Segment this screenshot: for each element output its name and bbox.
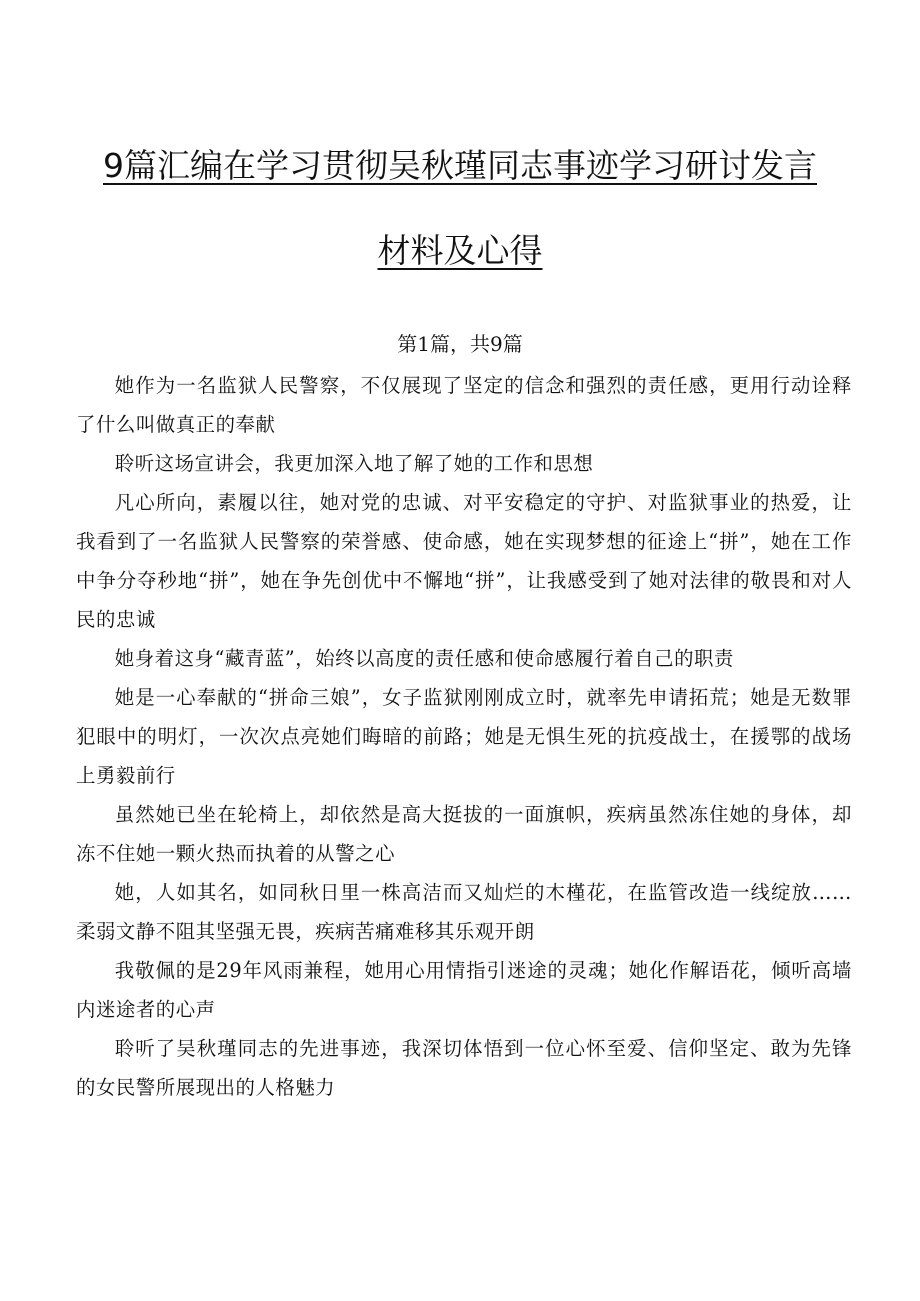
paragraph-6: 虽然她已坐在轮椅上，却依然是高大挺拔的一面旗帜，疾病虽然冻住她的身体，却冻不住她一颗火热而执着的从警之心 — [76, 803, 852, 865]
document-title-line-1: 9篇汇编在学习贯彻吴秋瑾同志事迹学习研讨发言 — [103, 146, 817, 185]
paragraph-4: 她身着这身“藏青蓝”，始终以高度的责任感和使命感履行着自己的职责 — [114, 647, 734, 670]
paragraph-9: 聆听了吴秋瑾同志的先进事迹，我深切体悟到一位心怀至爱、信仰坚定、敢为先锋的女民警所展现出的人格魅力 — [76, 1037, 852, 1099]
document-title-line-2: 材料及心得 — [377, 231, 543, 270]
paragraph-5: 她是一心奉献的“拼命三娘”，女子监狱刚刚成立时，就率先申请拓荒；她是无数罪犯眼中的明灯，一次次点亮她们晦暗的前路；她是无惧生死的抗疫战士，在援鄂的战场上勇毅前行 — [76, 686, 852, 787]
paragraph-1: 她作为一名监狱人民警察，不仅展现了坚定的信念和强烈的责任感，更用行动诠释了什么叫做真正的奉献 — [76, 374, 852, 436]
paragraph-8: 我敬佩的是29年风雨兼程，她用心用情指引迷途的灵魂；她化作解语花，倾听高墙内迷途者的心声 — [76, 959, 852, 1021]
section-heading: 第1篇，共9篇 — [397, 332, 523, 356]
paragraph-7: 她，人如其名，如同秋日里一株高洁而又灿烂的木槿花，在监管改造一线绽放……柔弱文静不阻其坚强无畏，疾病苦痛难移其乐观开朗 — [76, 881, 852, 943]
paragraph-2: 聆听这场宣讲会，我更加深入地了解了她的工作和思想 — [114, 452, 594, 475]
paragraph-3: 凡心所向，素履以往，她对党的忠诚、对平安稳定的守护、对监狱事业的热爱，让我看到了一名监狱人民警察的荣誉感、使命感，她在实现梦想的征途上“拼”，她在工作中争分夺秒地“拼”，她在争先创优中不懈地“拼”，让我感受到了她对法律的敬畏和对人民的忠诚 — [76, 491, 852, 631]
document-body — [76, 366, 852, 1107]
